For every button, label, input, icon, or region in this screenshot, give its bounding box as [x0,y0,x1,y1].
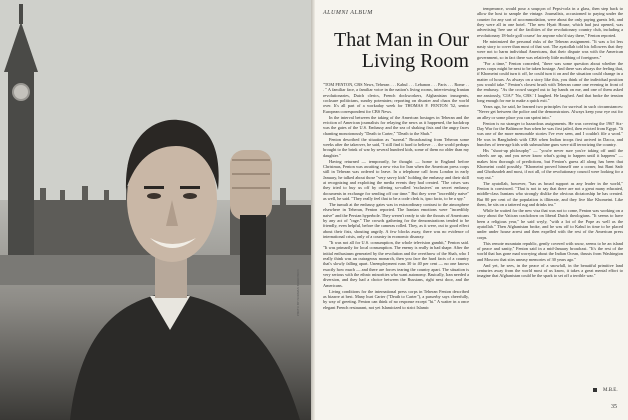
article-paragraph: "TOM FENTON, CBS News, Teheran . . . Kabul . . . Lebanon . . . Paris . . . Rome . . . " A familiar face, a familiar voice in the nation's living rooms, interviewing Iranian revolutionaries, Dutch clerics, French dockworkers, Afghanistan insurgents, cocksure politicians, sundry potentates; reporting on disaster and chaos the world over. It's all part of a workaday week for THOMAS F. FENTON '52, senior European correspondent for CBS News. [323,82,469,114]
article-paragraph: While he waited for the new visa that was not to come, Fenton was working on a story about the Vatican crackdown on liberal Dutch theologians. "It seems to have been a religious year," he said wryly, "with a lot of the Pope as well as the ayatollah." Then Afghanistan broke, and he was off to Kabul in time to be placed under under house arrest and then expelled with the rest of the American press corps. [477,207,623,240]
article-paragraph: In the interval between the taking of the American hostages in Teheran and the eviction of American journalists for relaying the news as it happened, the backdrop was the gates of the U.S. Embassy and the sea of shaking fists and the angry faces chanting monotonously "Death to Carter," "Death to the Shah." [323,114,469,136]
article-paragraph: This remote mountain republic, gently covered with snow, seems to be an island of peace and sanity," Fenton said in a mid-January broadcast. "It's the rest of the world that has gone mad worrying about the Indian Ocean, thrusts from Washington and Moscow that stirs uneasy memories of 30 years ago." [477,240,623,262]
article-paragraph: He minimized the personal risks of the Teheran assignment. "It was a lot less nasty story to cover than most of that sort. The ayatollah told his followers that they were not to harm individual Americans, that their dispute was with the American government, so in fact there was relatively little mobbing of foreigners." [477,38,623,60]
article-paragraph: temperance, would pour a soupçon of Pepsi-cola in a glass, then step back to allow the host to sample the vintage. Journalists, accustomed to paying under the counter for any sort of accommodation, were about the only paying guests left, and they were all in one hotel. "The new Hyatt House, which had just opened, was advertising 'free use of the facilities of the revolutionary country club, including a revolutionary 18-hole golf course' for anyone who'd stay there," Fenton reported. [477,6,623,38]
photo-credit: PHOTO BY NORMAN PARKINSON [296,269,300,316]
column-left-body [323,82,469,404]
article-paragraph: The ayatollah, however, "has as broad support as any leader in the world," Fenton is convinced. "That is not to say that there are not a great many educated, middle-class Iranians who strongly dislike the obvious dictatorship he has created. But 80 per cent of the population is illiterate, and they live like Khomeini. Like them, he sits on a tattered rug and drinks tea." [477,180,623,207]
article-paragraph: Fenton is no stranger to hazardous assignments. He was covering the 1967 Six-Day War for the Baltimore Sun when he was first jailed, then evicted from Egypt. "It was one of the more memorable stories I've ever seen, and I couldn't file a word." He was in Bangladesh with CBS when Indian troops first arrived in Dacca, and bunches of teen-age kids with submachine guns were still terrorizing the country. [477,120,623,147]
article-paragraph: His "shoot-up philosophy" — "you're never sure you're taking off until the wheels are up, and you never know what's going to happen until it happens" — makes him thorough of predictions, but Fenton's guess all along has been that Khomeini could possibly. "Khomeini proved himself one a corner, but Bani Sadr and Ghotbzadeh and most, if not all, of the revolutionary council were looking for a way out." [477,147,623,180]
portrait-photo [0,0,311,420]
article-paragraph: And yet, he sees, in the peace of a snowfall, in the beautiful primitive land centuries away from the world most of us know, it takes a great mental effort to imagine that Afghanistan could be the spark to set off a terrible war." [477,262,623,279]
article-paragraph: "It was not all for U.S. consumption, the whole television gambit," Fenton said. "It was primarily for local consumption. The enemy is really in bad shape. After the initial enthusiasm generated by the revolution and the overthrow of the Shah, who I really think was an outrageous monarch, then you face the hard facts of a country that's slowly falling apart. Unemployment runs 30 to 40 per cent — no one knows exactly how much — and there are forces tearing the country apart. The situation is very serious with the ethnic minorities who want autonomy. Basically, Iran needed a diversion, and they had a choice between the Russians, right next door, and the Americans. [323,239,469,288]
article-paragraph: The tumult at the embassy gates was in extraordinary contrast to the atmosphere elsewhere in Teheran, Fenton reported. The Iranian emotions were "incredibly naive" and the Persian hyperbole. They weren't ready to stir the throats of Americans by any act of "rage." The crowds gathering for the demonstrations tended to be friendly, even helpful, before the cameras rolled. They, as it were, out to good effect about their fists, shouting angrily. A few blocks away, there was no evidence of international crisis, only of a country in economic disarray. [323,201,469,239]
article-page [315,0,628,420]
end-mark-icon [593,388,597,392]
article-paragraph: Living conditions for the international press corps in Teheran Fenton described as bizarre at best. Many hurt Carter ("Death to Carter"), a passerby says cheerfully, by way of greeting. Fenton can think of no response except "hi." A waiter in a once elegant French restaurant, not yet Islamicized to strict Islamic [323,288,469,310]
article-paragraph: Years ago, he said, he learned two principles for survival in such circumstances: "Never get between the police and the demonstrators. Always keep your eye out for an alley or some place you can sprint into." [477,103,623,120]
article-paragraph: Fenton described the situation as "surreal." Broadcasting from Teheran some weeks after the takeover, he said, "I still find it hard to believe . . . the world perhaps brought to the brink of war by several hundred kids, some of them no older than my daughter." [323,136,469,158]
page-number: 35 [611,404,617,410]
article-paragraph: "For a time," Fenton conceded, "there was some question about whether the press corps might be next to be taken hostage. And there was always the feeling that, if Khomeini could turn it off, he could turn it on and the situation could change in a matter of hours. As always on a story like this, you think of the individual position you would take." Fenton's closest brush with Teheran came one evening in front of the embassy. "As the crowd surged out to lay hands on me, and one of them asked me anxiously, 'CIA?' 'No, CBS.' I laughed. He laughed. And that broke the tension long enough for me to make a quick exit." [477,60,623,104]
portrait-illustration [0,0,311,420]
section-label: ALUMNI ALBUM [323,10,373,16]
article-title: That Man in Our Living Room [334,29,469,72]
article-paragraph: Having returned — temporarily, he thought — home to England before Christmas, Fenton was awaiting a new visa for Iran when the American press corps still in Teheran was ordered to leave. In a telephone call from London in early January, he talked about those "very savvy kids" holding the embassy and their skill at recognizing and exploiting the media events they had created. "The crises was they tried to buy us off by offering so-called 'exclusives' on secret embassy documents in exchange for sending off our time." But they were "incredibly naive" as well, he said. "They really feel that to be a code clerk is, ipso facto, to be a spy." [323,158,469,201]
article-column-left [323,82,469,404]
article-column-right [477,6,623,386]
author-signature: M.B.E. [603,388,618,393]
